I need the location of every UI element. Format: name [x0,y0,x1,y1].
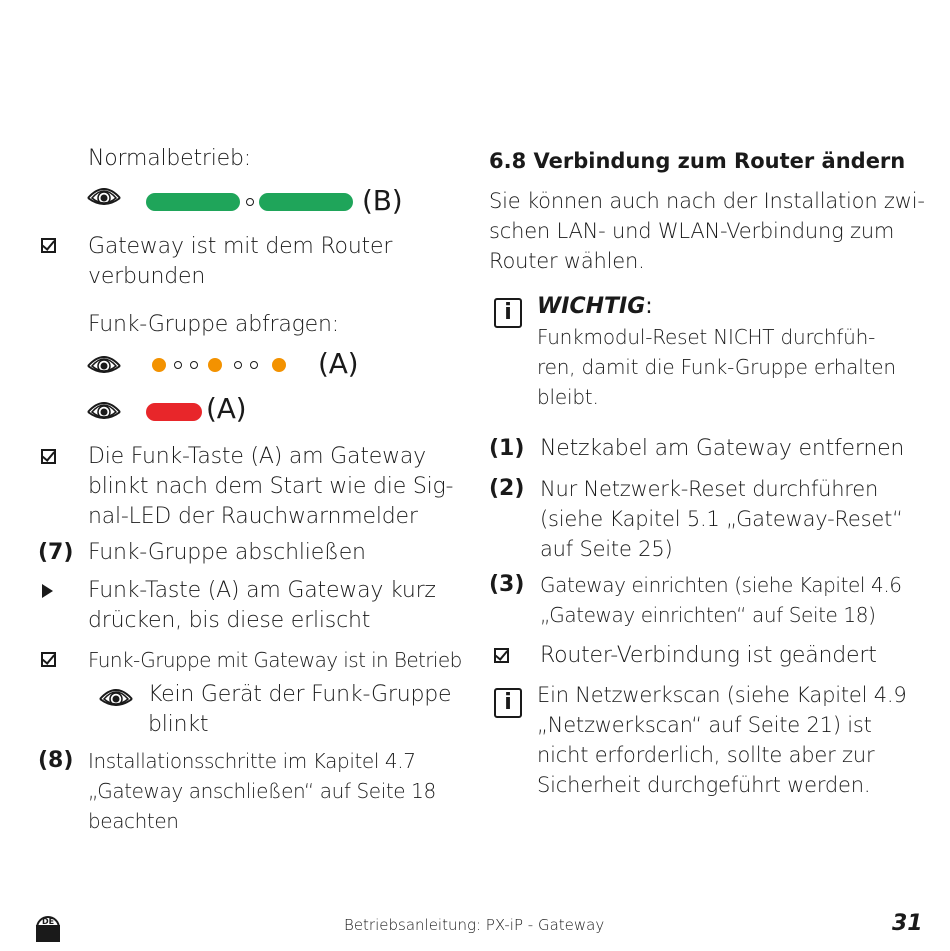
arrow-instruction: Funk-Taste (A) am Gateway kurz drücken, bis diese erlischt [88,578,436,633]
check-funk-button-blinks: Die Funk-Taste (A) am Gateway blinkt nach dem Start wie die Sig- nal-LED der Rauchwarnmelder [88,444,454,529]
wichtig-heading: WICHTIG: [537,294,653,319]
eye-icon [98,683,134,711]
led-off-dot [246,198,254,206]
step-7-number: (7) [38,540,74,565]
wichtig-text: Funkmodul-Reset NICHT durchfüh- ren, damit die Funk-Gruppe erhalten bleibt. [537,325,896,409]
section-intro: Sie können auch nach der Installation zwi- schen LAN- und WLAN-Verbindung zum Router wählen. [489,189,925,273]
led-orange-dot [208,358,222,372]
section-heading: 6.8 Verbindung zum Router ändern [489,149,906,173]
checkbox-icon [494,648,509,663]
led-green-bar-1 [146,193,240,211]
footer-title: Betriebsanleitung: PX-iP - Gateway [344,916,605,934]
eye-icon [86,396,122,424]
info-icon: i [494,298,522,328]
step-2-number: (2) [489,476,525,501]
step-7-text: Funk-Gruppe abschließen [88,540,366,565]
step-3-number: (3) [489,572,525,597]
led-green-bar-2 [259,193,353,211]
eye-icon [86,350,122,378]
eye-no-device-blinks: Kein Gerät der Funk-Gruppe blinkt [148,682,452,737]
check-funk-group-active: Funk-Gruppe mit Gateway ist in Betrieb [88,648,462,672]
led-off-dot [234,361,242,369]
checkbox-icon [41,238,56,253]
arrow-bullet-icon [42,584,53,598]
step-3-text: Gateway einrichten (siehe Kapitel 4.6 „Gateway einrichten“ auf Seite 18) [540,573,902,627]
normal-mode-label: Normalbetrieb: [88,146,251,171]
check-router-changed: Router-Verbindung ist geändert [540,643,877,668]
check-router-connected: Gateway ist mit dem Router verbunden [88,234,393,289]
language-badge: DE [36,916,60,942]
led-orange-dot [272,358,286,372]
label-b: (B) [362,184,403,217]
step-8-number: (8) [38,748,74,773]
page-number: 31 [892,911,923,936]
led-off-dot [250,361,258,369]
network-scan-note: Ein Netzwerkscan (siehe Kapitel 4.9 „Netzwerkscan“ auf Seite 21) ist nicht erforderlich, sollte aber zur Sicherheit durchgeführt werden. [537,683,907,797]
funk-group-query-label: Funk-Gruppe abfragen: [88,312,339,337]
led-off-dot [174,361,182,369]
label-a-2: (A) [206,392,247,425]
led-orange-dot [152,358,166,372]
step-2-text: Nur Netzwerk-Reset durchführen (siehe Kapitel 5.1 „Gateway-Reset“ auf Seite 25) [540,477,903,561]
step-8-text: Installationsschritte im Kapitel 4.7 „Gateway anschließen“ auf Seite 18 beachten [88,749,436,833]
step-1-number: (1) [489,436,525,461]
eye-icon [86,182,122,210]
step-1-text: Netzkabel am Gateway entfernen [540,436,905,461]
label-a-1: (A) [318,347,359,380]
led-red-bar [146,403,202,421]
checkbox-icon [41,449,56,464]
checkbox-icon [41,652,56,667]
info-icon: i [494,688,522,718]
led-off-dot [190,361,198,369]
